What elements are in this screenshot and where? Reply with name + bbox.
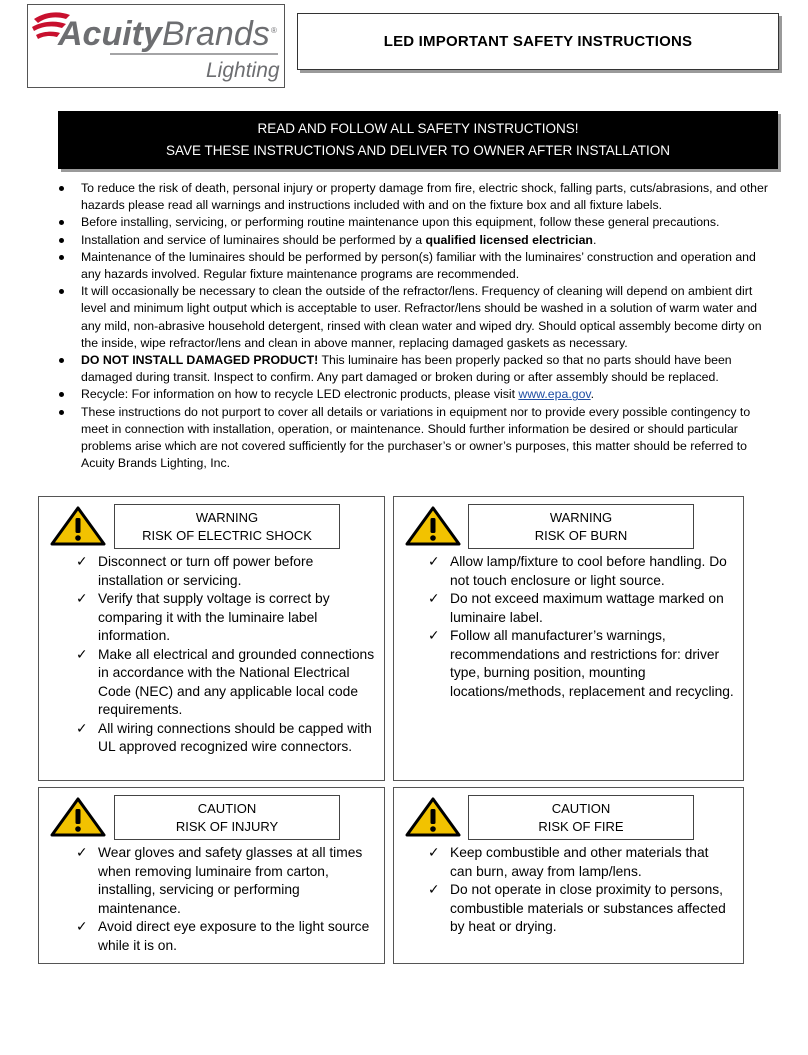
heading-risk: RISK OF ELECTRIC SHOCK (142, 527, 312, 543)
checkmark-icon: ✓ (76, 646, 88, 662)
list-item (428, 627, 734, 701)
list-item (76, 720, 378, 757)
heading-level: WARNING (195, 509, 259, 525)
list-item (56, 180, 768, 214)
checkmark-icon: ✓ (76, 919, 88, 934)
list-item (76, 646, 378, 720)
item-text: Avoid direct eye exposure to the light source while it is on. (98, 919, 370, 953)
list-item (428, 844, 734, 881)
item-text: Make all electrical and grounded connections in accordance with the National Electrical Code (NEC) and any applicable local code requirements. (98, 646, 375, 717)
bullet-bold-text: DO NOT INSTALL DAMAGED PRODUCT! (81, 353, 319, 368)
panel-fire (393, 787, 744, 964)
panel-burn (393, 496, 744, 781)
item-text: Allow lamp/fixture to cool before handling. Do not touch enclosure or light source. (450, 554, 727, 588)
panel-heading (114, 795, 340, 840)
checkmark-icon: ✓ (428, 628, 440, 643)
checkmark-icon: ✓ (76, 845, 88, 860)
heading-level: CAUTION (551, 800, 611, 816)
checkmark-icon: ✓ (428, 845, 440, 860)
check-list (428, 844, 734, 937)
list-item (56, 249, 768, 283)
check-list (428, 553, 734, 701)
warning-triangle-icon (50, 797, 106, 837)
item-text: Follow all manufacturer’s warnings, recommendations and restrictions for: driver type, burning position, mounting locations/methods, replacement and recycling. (450, 628, 734, 699)
warning-triangle-icon (405, 506, 461, 546)
document-title-text: LED IMPORTANT SAFETY INSTRUCTIONS (383, 33, 693, 50)
bullet-text: . (592, 232, 597, 247)
company-logo (27, 4, 285, 88)
list-item (56, 232, 768, 249)
list-item (76, 844, 378, 918)
bullet-text: These instructions do not purport to cover all details or variations in equipment nor to provide every possible contingency to meet in connection with installation, operation, or maintenance. Should further information be desired or should particular problems arise which are not covered sufficiently for the purchaser’s or owner’s purposes, this matter should be referred to Acuity Brands Lighting, Inc. (81, 404, 751, 471)
list-item (56, 283, 768, 352)
logo-text-lighting: Lighting (206, 59, 280, 82)
list-item (56, 214, 768, 231)
bullet-text: Maintenance of the luminaires should be performed by person(s) familiar with the luminaires’ construction and operation and any hazards involved. Regular fixture maintenance programs are recommended. (81, 249, 756, 282)
logo-text-brands: Brands (162, 15, 270, 53)
check-list (76, 844, 378, 955)
heading-level: WARNING (549, 509, 613, 525)
panel-heading (468, 795, 694, 840)
logo-swoosh-icon (28, 5, 286, 89)
document-title (297, 13, 779, 70)
list-item (428, 590, 734, 627)
checkmark-icon: ✓ (428, 554, 440, 569)
heading-level: CAUTION (197, 800, 257, 816)
logo-text-acuity: Acuity (58, 15, 162, 53)
check-list (76, 553, 378, 757)
list-item (76, 590, 378, 646)
banner-line-2: SAVE THESE INSTRUCTIONS AND DELIVER TO OWNER AFTER INSTALLATION (165, 143, 671, 158)
panel-electric-shock (38, 496, 385, 781)
checkmark-icon: ✓ (428, 882, 440, 897)
list-item (428, 553, 734, 590)
epa-link[interactable]: www.epa.gov (518, 387, 591, 402)
warning-triangle-icon (50, 506, 106, 546)
bullet-text: This luminaire has been properly packed so that no parts should have been damaged during transit. Inspect to confirm. Any part damaged or broken during or after assembly should be replaced. (81, 353, 732, 385)
panel-heading (114, 504, 340, 549)
panel-heading (468, 504, 694, 549)
item-text: All wiring connections should be capped with UL approved recognized wire connectors. (98, 720, 372, 754)
banner-line-1: READ AND FOLLOW ALL SAFETY INSTRUCTIONS! (257, 121, 579, 136)
list-item (428, 881, 734, 937)
list-item (76, 553, 378, 590)
panel-injury (38, 787, 385, 964)
bullet-text: Recycle: For information on how to recycle LED electronic products, please visit (81, 387, 519, 402)
item-text: Do not exceed maximum wattage marked on luminaire label. (450, 591, 724, 625)
bullet-text: To reduce the risk of death, personal injury or property damage from fire, electric shock, falling parts, cuts/abrasions, and other hazards please read all warnings and instructions included with and on the fixture box and all fixture labels. (81, 181, 768, 213)
general-precautions-list (56, 180, 768, 472)
heading-risk: RISK OF INJURY (175, 818, 279, 834)
list-item (56, 404, 768, 473)
list-item (76, 918, 378, 955)
warning-triangle-icon (405, 797, 461, 837)
bullet-text: Installation and service of luminaires should be performed by a (81, 232, 426, 247)
item-text: Do not operate in close proximity to persons, combustible materials or substances affected by heat or drying. (450, 882, 726, 934)
item-text: Wear gloves and safety glasses at all times when removing luminaire from carton, installing, servicing or performing maintenance. (98, 845, 363, 916)
checkmark-icon: ✓ (76, 554, 88, 569)
bullet-text: It will occasionally be necessary to clean the outside of the refractor/lens. Frequency of cleaning will depend on ambient dirt level and minimum light output which is acceptable to user. Refractor/lens should be washed in a solution of warm water and any mild, non-abrasive household detergent, rinsed with clean water and wiped dry. Should optical assembly become dirty on the inside, wipe refractor/lens and clean in above manner, replacing damaged gaskets as necessary. (81, 284, 762, 350)
bullet-bold-text: qualified licensed electrician (425, 232, 593, 247)
item-text: Disconnect or turn off power before installation or servicing. (98, 554, 314, 588)
checkmark-icon: ✓ (76, 720, 88, 736)
heading-risk: RISK OF BURN (534, 527, 628, 543)
item-text: Verify that supply voltage is correct by comparing it with the luminaire label information. (98, 591, 330, 643)
bullet-text: Before installing, servicing, or performing routine maintenance upon this equipment, follow these general precautions. (81, 215, 720, 230)
checkmark-icon: ✓ (428, 591, 440, 606)
bullet-text: . (590, 387, 595, 402)
checkmark-icon: ✓ (76, 591, 88, 606)
instructions-banner (58, 111, 778, 169)
list-item (56, 386, 768, 403)
heading-risk: RISK OF FIRE (538, 818, 624, 834)
logo-trademark: ® (271, 26, 277, 35)
item-text: Keep combustible and other materials that can burn, away from lamp/lens. (450, 845, 709, 879)
list-item (56, 352, 768, 386)
